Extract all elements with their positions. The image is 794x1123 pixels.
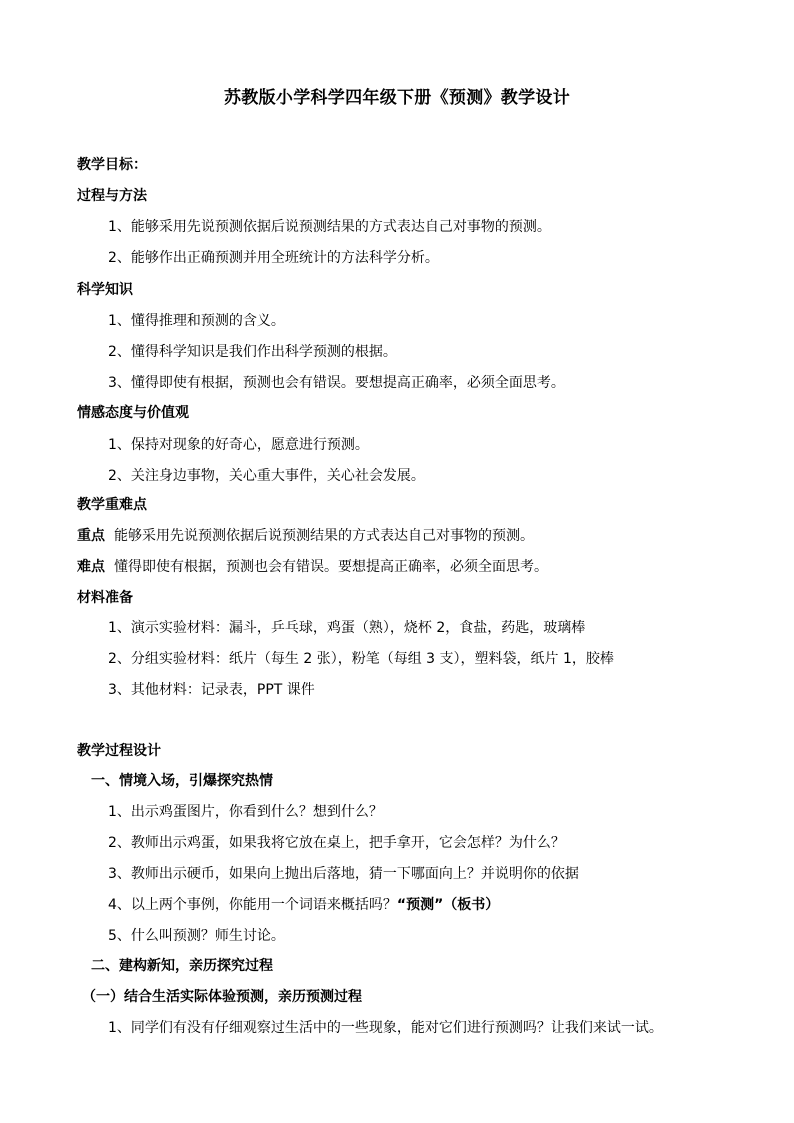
materials-heading: 材料准备: [77, 590, 133, 606]
list-item: 2、教师出示鸡蛋，如果我将它放在桌上，把手拿开，它会怎样？为什么？: [108, 835, 565, 851]
list-item: 2、关注身边事物，关心重大事件，关心社会发展。: [108, 468, 425, 484]
list-item: 1、保持对现象的好奇心，愿意进行预测。: [108, 437, 369, 453]
list-item: 1、出示鸡蛋图片，你看到什么？想到什么？: [108, 804, 383, 820]
list-item: 1、能够采用先说预测依据后说预测结果的方式表达自己对事物的预测。: [108, 219, 551, 235]
difficulty-text: 懂得即使有根据，预测也会有错误。要想提高正确率，必须全面思考。: [114, 559, 548, 575]
section2-heading: 二、建构新知，亲历探究过程: [91, 958, 273, 974]
knowledge-heading: 科学知识: [77, 282, 133, 298]
list-item: 1、演示实验材料：漏斗，乒乓球，鸡蛋（熟），烧杯 2，食盐，药匙，玻璃棒: [108, 620, 586, 636]
objectives-heading: 教学目标：: [77, 157, 147, 173]
section1-heading: 一、情境入场，引爆探究热情: [91, 773, 273, 789]
difficulty-row: [77, 557, 548, 577]
key-points-heading: 教学重难点: [77, 497, 147, 513]
difficulty-label: 难点: [77, 559, 105, 575]
list-item: 3、其他材料：记录表，PPT 课件: [108, 682, 315, 698]
subsection1-heading: （一）结合生活实际体验预测，亲历预测过程: [82, 989, 362, 1005]
list-item: 1、同学们有没有仔细观察过生活中的一些现象，能对它们进行预测吗？让我们来试一试。: [108, 1020, 663, 1036]
list-item: 1、懂得推理和预测的含义。: [108, 313, 285, 329]
focus-text: 能够采用先说预测依据后说预测结果的方式表达自己对事物的预测。: [114, 528, 534, 544]
focus-label: 重点: [77, 528, 105, 544]
focus-row: [77, 526, 534, 546]
list-item: 3、教师出示硬币，如果向上抛出后落地，猜一下哪面向上？并说明你的依据: [108, 866, 579, 882]
list-item: 2、能够作出正确预测并用全班统计的方法科学分析。: [108, 250, 439, 266]
list-item: 3、懂得即使有根据，预测也会有错误。要想提高正确率，必须全面思考。: [108, 375, 565, 391]
attitude-heading: 情感态度与价值观: [77, 405, 189, 421]
list-item: 2、懂得科学知识是我们作出科学预测的根据。: [108, 344, 397, 360]
item4-bold-text: “预测”（板书）: [396, 897, 500, 913]
document-title: 苏教版小学科学四年级下册《预测》教学设计: [224, 88, 570, 108]
process-method-heading: 过程与方法: [77, 188, 147, 204]
list-item: [108, 895, 499, 915]
list-item: 5、什么叫预测？师生讨论。: [108, 928, 285, 944]
item4-text: 4、以上两个事例，你能用一个词语来概括吗？: [108, 897, 397, 913]
list-item: 2、分组实验材料：纸片（每生 2 张），粉笔（每组 3 支），塑料袋，纸片 1，胶棒: [108, 651, 614, 667]
process-design-heading: 教学过程设计: [77, 743, 161, 759]
